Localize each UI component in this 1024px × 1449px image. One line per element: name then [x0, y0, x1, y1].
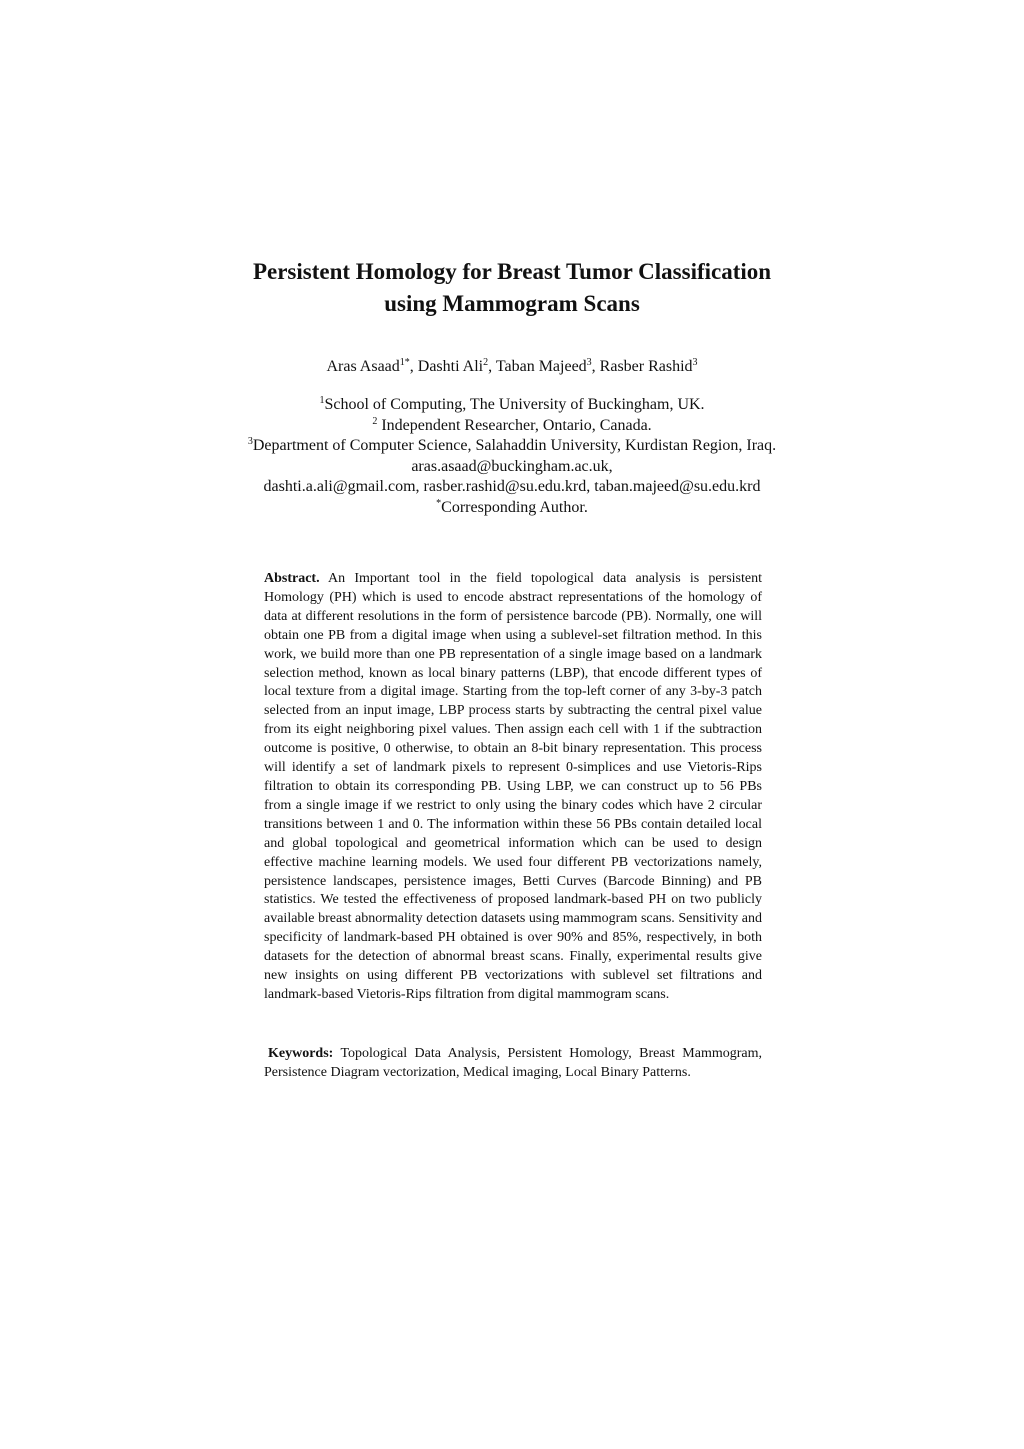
- affiliation-line: [160, 436, 864, 457]
- author-list: Aras Asaad$^{1*}$, Dashti Ali$^2$, Taban Majeed$^3$, Rasber Rashid$^3$: [326, 357, 698, 375]
- affiliation-block: [160, 395, 864, 518]
- affiliation-mark: 3: [247, 436, 253, 447]
- keywords-label: Keywords:: [268, 1046, 334, 1061]
- keywords-text: Topological Data Analysis, Persistent Homology, Breast Mammogram, Persistence Diagram vectorization, Medical imaging, Local Binary Patterns.: [264, 1046, 762, 1080]
- affiliation-mark: 2: [372, 415, 378, 427]
- affiliation-mark: 1: [319, 395, 325, 406]
- email-line-2: dashti.a.ali@gmail.com, rasber.rashid@su.edu.krd, taban.majeed@su.edu.krd: [263, 478, 761, 495]
- abstract-text: An Important tool in the field topological data analysis is persistent Homology (PH) which is used to encode abstract representations of the homology of data at different resolutions in the form of persistence barcode (PB). Normally, one will obtain one PB from a digital image when using a sublevel-set filtration method. In this work, we build more than one PB representation of a single image based on a landmark selection method, known as local binary patterns (LBP), that encode different types of local texture from a digital image. Starting from the top-left corner of any 3-by-3 patch selected from an input image, LBP process starts by subtracting the central pixel value from its eight neighboring pixel values. Then assign each cell with 1 if the subtraction outcome is positive, 0 otherwise, to obtain an 8-bit binary representation. This process will identify a set of landmark pixels to represent 0-simplices and use Vietoris-Rips filtration to obtain its corresponding PB. Using LBP, we can construct up to 56 PBs from a single image if we restrict to only using the binary codes which have 2 circular transitions between 1 and 0. The information within these 56 PBs contain detailed local and global topological and geometrical information which can be used to design effective machine learning models. We used four different PB vectorizations namely, persistence landscapes, persistence images, Betti Curves (Barcode Binning) and PB statistics. We tested the effectiveness of proposed landmark-based PH on two publicly available breast abnormality detection datasets using mammogram scans. Sensitivity and specificity of landmark-based PH obtained is over 90% and 85%, respectively, in both datasets for the detection of abnormal breast scans. Finally, experimental results give new insights on using different PB vectorizations with sublevel set filtrations and landmark-based Vietoris-Rips filtration from digital mammogram scans.: [264, 571, 762, 1002]
- abstract-paragraph: [264, 570, 762, 1005]
- keywords-paragraph: [264, 1045, 762, 1083]
- affiliation-line: [160, 395, 864, 416]
- corresponding-text: Corresponding Author.: [441, 498, 588, 516]
- abstract-label: Abstract.: [264, 571, 320, 586]
- paper-title-line-1: Persistent Homology for Breast Tumor Classification: [252, 259, 772, 284]
- author-affiliation-mark: 1*: [399, 357, 410, 368]
- email-line-1: aras.asaad@buckingham.ac.uk,: [411, 457, 613, 475]
- affiliation-line: [160, 416, 864, 437]
- author-affiliation-mark: 2: [483, 357, 489, 368]
- affiliation-text: School of Computing, The University of Buckingham, UK.: [324, 396, 705, 413]
- paper-title-line-2: using Mammogram Scans: [384, 291, 640, 316]
- paper-title: [160, 256, 864, 320]
- corresponding-author-note: [160, 498, 864, 519]
- corresponding-mark: *: [436, 497, 442, 509]
- affiliation-text: Independent Researcher, Ontario, Canada.: [377, 416, 652, 434]
- author-name: Dashti Ali: [417, 358, 484, 375]
- author-name: Aras Asaad: [326, 358, 400, 375]
- author-affiliation-mark: 3: [586, 357, 592, 368]
- affiliation-text: Department of Computer Science, Salahaddin University, Kurdistan Region, Iraq.: [252, 437, 777, 454]
- author-affiliation-mark: 3: [692, 357, 698, 368]
- author-name: Taban Majeed: [495, 358, 587, 375]
- author-name: Rasber Rashid: [599, 358, 693, 375]
